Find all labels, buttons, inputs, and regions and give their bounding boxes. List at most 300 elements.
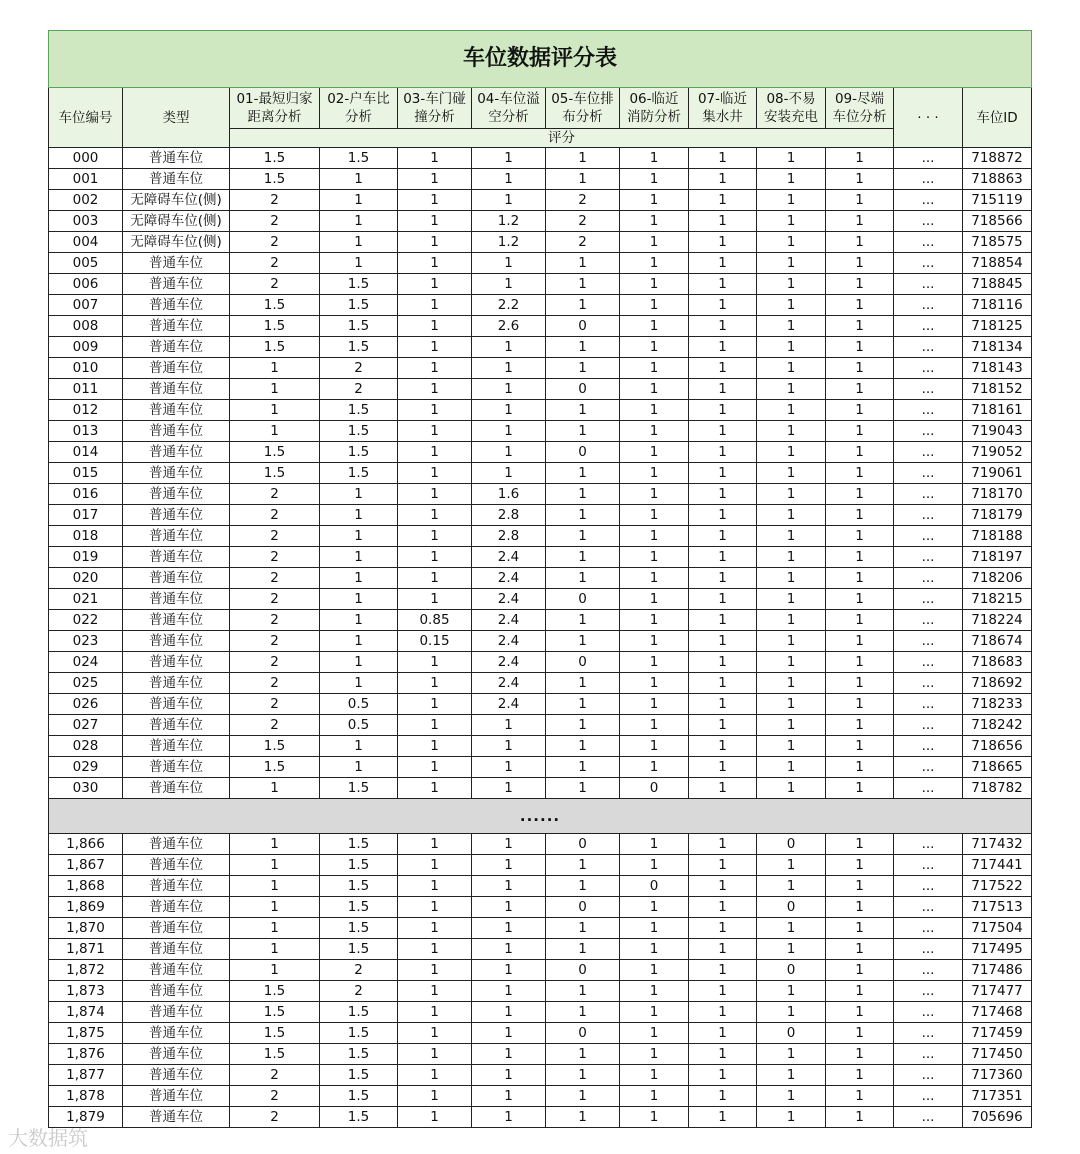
cell-more: ... — [894, 379, 963, 400]
cell-score-03: 1 — [398, 1065, 472, 1086]
cell-space-id: 717477 — [963, 981, 1032, 1002]
table-row — [49, 1086, 1032, 1107]
cell-space-id: 718863 — [963, 169, 1032, 190]
cell-score-09: 1 — [826, 897, 894, 918]
table-row — [49, 694, 1032, 715]
cell-score-08: 1 — [757, 463, 826, 484]
cell-score-04: 1 — [472, 981, 546, 1002]
cell-score-03: 1 — [398, 463, 472, 484]
cell-score-03: 1 — [398, 981, 472, 1002]
cell-score-02: 1 — [320, 652, 398, 673]
cell-score-09: 1 — [826, 421, 894, 442]
cell-more: ... — [894, 610, 963, 631]
cell-score-04: 2.4 — [472, 673, 546, 694]
cell-score-06: 1 — [620, 316, 689, 337]
header-criterion-05: 05-车位排 布分析 — [546, 88, 620, 129]
table-row — [49, 547, 1032, 568]
cell-score-08: 1 — [757, 568, 826, 589]
cell-more: ... — [894, 274, 963, 295]
table-row — [49, 274, 1032, 295]
cell-score-09: 1 — [826, 631, 894, 652]
cell-score-03: 1 — [398, 337, 472, 358]
cell-score-02: 1.5 — [320, 834, 398, 855]
cell-score-03: 1 — [398, 358, 472, 379]
cell-type: 无障碍车位(侧) — [123, 232, 230, 253]
cell-score-07: 1 — [689, 484, 757, 505]
cell-score-06: 1 — [620, 1023, 689, 1044]
cell-type: 普通车位 — [123, 715, 230, 736]
cell-score-02: 1 — [320, 757, 398, 778]
cell-score-06: 1 — [620, 918, 689, 939]
cell-space-number: 019 — [49, 547, 123, 568]
cell-score-07: 1 — [689, 1065, 757, 1086]
cell-score-09: 1 — [826, 1023, 894, 1044]
cell-score-02: 1 — [320, 232, 398, 253]
table-row — [49, 211, 1032, 232]
cell-score-04: 1 — [472, 190, 546, 211]
table-row — [49, 337, 1032, 358]
cell-space-id: 718125 — [963, 316, 1032, 337]
cell-space-number: 1,875 — [49, 1023, 123, 1044]
cell-score-04: 1 — [472, 442, 546, 463]
cell-space-number: 023 — [49, 631, 123, 652]
cell-score-02: 1.5 — [320, 400, 398, 421]
cell-score-06: 1 — [620, 190, 689, 211]
cell-space-number: 012 — [49, 400, 123, 421]
cell-score-06: 1 — [620, 463, 689, 484]
cell-space-number: 025 — [49, 673, 123, 694]
cell-score-07: 1 — [689, 1044, 757, 1065]
cell-score-04: 2.4 — [472, 631, 546, 652]
cell-score-05: 0 — [546, 834, 620, 855]
cell-score-09: 1 — [826, 358, 894, 379]
cell-score-08: 1 — [757, 876, 826, 897]
cell-space-id: 718134 — [963, 337, 1032, 358]
cell-type: 普通车位 — [123, 981, 230, 1002]
cell-space-number: 005 — [49, 253, 123, 274]
cell-more: ... — [894, 652, 963, 673]
cell-space-number: 007 — [49, 295, 123, 316]
cell-type: 普通车位 — [123, 652, 230, 673]
cell-score-06: 1 — [620, 855, 689, 876]
cell-score-08: 0 — [757, 1023, 826, 1044]
cell-space-number: 029 — [49, 757, 123, 778]
cell-score-08: 1 — [757, 547, 826, 568]
cell-score-04: 1.2 — [472, 232, 546, 253]
cell-space-id: 718215 — [963, 589, 1032, 610]
cell-more: ... — [894, 148, 963, 169]
cell-score-06: 1 — [620, 169, 689, 190]
cell-score-02: 1 — [320, 589, 398, 610]
cell-score-07: 1 — [689, 918, 757, 939]
cell-score-01: 2 — [230, 610, 320, 631]
cell-score-05: 1 — [546, 736, 620, 757]
cell-more: ... — [894, 1002, 963, 1023]
header-space-number: 车位编号 — [49, 88, 123, 148]
cell-space-number: 1,879 — [49, 1107, 123, 1128]
cell-more: ... — [894, 897, 963, 918]
cell-score-09: 1 — [826, 736, 894, 757]
cell-score-06: 1 — [620, 1086, 689, 1107]
cell-space-id: 718683 — [963, 652, 1032, 673]
cell-score-06: 1 — [620, 694, 689, 715]
table-row — [49, 960, 1032, 981]
cell-score-02: 1.5 — [320, 778, 398, 799]
header-criterion-04: 04-车位溢 空分析 — [472, 88, 546, 129]
cell-score-08: 1 — [757, 855, 826, 876]
cell-score-03: 1 — [398, 421, 472, 442]
cell-score-05: 1 — [546, 1065, 620, 1086]
cell-score-09: 1 — [826, 169, 894, 190]
cell-more: ... — [894, 673, 963, 694]
cell-score-07: 1 — [689, 1002, 757, 1023]
cell-type: 普通车位 — [123, 526, 230, 547]
cell-space-number: 015 — [49, 463, 123, 484]
cell-score-09: 1 — [826, 876, 894, 897]
cell-score-09: 1 — [826, 253, 894, 274]
cell-score-04: 1.6 — [472, 484, 546, 505]
cell-score-04: 1 — [472, 148, 546, 169]
table-row — [49, 232, 1032, 253]
header-criterion-08: 08-不易 安装充电 — [757, 88, 826, 129]
cell-score-02: 1.5 — [320, 918, 398, 939]
cell-score-04: 2.4 — [472, 652, 546, 673]
cell-score-02: 1 — [320, 253, 398, 274]
cell-type: 普通车位 — [123, 463, 230, 484]
cell-more: ... — [894, 316, 963, 337]
cell-score-03: 1 — [398, 918, 472, 939]
cell-score-07: 1 — [689, 211, 757, 232]
cell-type: 普通车位 — [123, 295, 230, 316]
cell-more: ... — [894, 400, 963, 421]
cell-space-id: 718170 — [963, 484, 1032, 505]
cell-score-01: 1 — [230, 834, 320, 855]
cell-score-03: 1 — [398, 211, 472, 232]
cell-score-05: 1 — [546, 463, 620, 484]
cell-score-03: 1 — [398, 526, 472, 547]
cell-type: 普通车位 — [123, 358, 230, 379]
cell-score-02: 1 — [320, 610, 398, 631]
cell-score-06: 1 — [620, 400, 689, 421]
cell-score-05: 0 — [546, 960, 620, 981]
cell-score-06: 1 — [620, 484, 689, 505]
cell-score-01: 1 — [230, 778, 320, 799]
header-space-id: 车位ID — [963, 88, 1032, 148]
cell-space-number: 021 — [49, 589, 123, 610]
cell-score-09: 1 — [826, 547, 894, 568]
cell-space-id: 719061 — [963, 463, 1032, 484]
cell-score-06: 1 — [620, 1065, 689, 1086]
cell-space-number: 024 — [49, 652, 123, 673]
cell-score-03: 1 — [398, 694, 472, 715]
table-row — [49, 1002, 1032, 1023]
cell-score-04: 1 — [472, 757, 546, 778]
cell-score-02: 2 — [320, 981, 398, 1002]
cell-score-02: 1.5 — [320, 1023, 398, 1044]
cell-score-08: 1 — [757, 484, 826, 505]
cell-more: ... — [894, 442, 963, 463]
cell-score-02: 1 — [320, 547, 398, 568]
cell-more: ... — [894, 505, 963, 526]
cell-score-04: 1 — [472, 778, 546, 799]
cell-score-05: 1 — [546, 400, 620, 421]
cell-score-04: 2.4 — [472, 547, 546, 568]
cell-score-07: 1 — [689, 897, 757, 918]
cell-score-07: 1 — [689, 1107, 757, 1128]
cell-score-05: 0 — [546, 897, 620, 918]
cell-score-08: 1 — [757, 295, 826, 316]
cell-score-02: 1.5 — [320, 274, 398, 295]
cell-more: ... — [894, 1065, 963, 1086]
cell-score-01: 2 — [230, 274, 320, 295]
cell-score-09: 1 — [826, 1002, 894, 1023]
cell-score-05: 1 — [546, 855, 620, 876]
cell-type: 普通车位 — [123, 631, 230, 652]
header-criterion-03: 03-车门碰 撞分析 — [398, 88, 472, 129]
cell-score-05: 1 — [546, 673, 620, 694]
cell-score-01: 2 — [230, 526, 320, 547]
cell-score-08: 1 — [757, 526, 826, 547]
cell-score-08: 1 — [757, 1107, 826, 1128]
cell-score-02: 1 — [320, 484, 398, 505]
cell-more: ... — [894, 547, 963, 568]
table-separator-row — [49, 799, 1032, 834]
cell-space-number: 009 — [49, 337, 123, 358]
cell-score-06: 1 — [620, 715, 689, 736]
cell-score-01: 2 — [230, 694, 320, 715]
cell-score-01: 1 — [230, 939, 320, 960]
cell-type: 普通车位 — [123, 834, 230, 855]
cell-score-01: 1 — [230, 897, 320, 918]
table-row — [49, 1023, 1032, 1044]
cell-space-number: 1,869 — [49, 897, 123, 918]
cell-score-03: 1 — [398, 232, 472, 253]
cell-score-07: 1 — [689, 673, 757, 694]
cell-score-09: 1 — [826, 589, 894, 610]
cell-score-04: 1 — [472, 1023, 546, 1044]
cell-score-08: 1 — [757, 211, 826, 232]
cell-score-05: 1 — [546, 1107, 620, 1128]
cell-space-id: 718161 — [963, 400, 1032, 421]
cell-space-id: 718656 — [963, 736, 1032, 757]
cell-score-01: 1 — [230, 400, 320, 421]
cell-score-07: 1 — [689, 169, 757, 190]
cell-more: ... — [894, 1086, 963, 1107]
cell-type: 普通车位 — [123, 253, 230, 274]
cell-score-02: 1.5 — [320, 939, 398, 960]
cell-score-03: 1 — [398, 939, 472, 960]
cell-score-06: 1 — [620, 568, 689, 589]
cell-more: ... — [894, 568, 963, 589]
cell-score-09: 1 — [826, 834, 894, 855]
cell-score-09: 1 — [826, 981, 894, 1002]
cell-type: 普通车位 — [123, 484, 230, 505]
cell-score-02: 1 — [320, 211, 398, 232]
cell-type: 普通车位 — [123, 876, 230, 897]
table-row — [49, 1044, 1032, 1065]
cell-score-03: 1 — [398, 295, 472, 316]
cell-score-01: 2 — [230, 1086, 320, 1107]
cell-score-08: 1 — [757, 631, 826, 652]
cell-type: 普通车位 — [123, 379, 230, 400]
cell-space-number: 030 — [49, 778, 123, 799]
table-row — [49, 463, 1032, 484]
cell-score-06: 0 — [620, 876, 689, 897]
cell-score-09: 1 — [826, 295, 894, 316]
cell-score-02: 1 — [320, 190, 398, 211]
cell-score-03: 1 — [398, 148, 472, 169]
cell-score-07: 1 — [689, 442, 757, 463]
cell-score-04: 1 — [472, 715, 546, 736]
cell-score-04: 1 — [472, 1002, 546, 1023]
cell-score-02: 1.5 — [320, 1044, 398, 1065]
cell-score-09: 1 — [826, 1044, 894, 1065]
cell-space-number: 017 — [49, 505, 123, 526]
cell-score-05: 0 — [546, 316, 620, 337]
cell-score-08: 1 — [757, 442, 826, 463]
cell-score-08: 1 — [757, 736, 826, 757]
cell-score-03: 1 — [398, 484, 472, 505]
cell-space-id: 718665 — [963, 757, 1032, 778]
cell-score-02: 1.5 — [320, 1065, 398, 1086]
cell-score-03: 1 — [398, 505, 472, 526]
header-criterion-06: 06-临近 消防分析 — [620, 88, 689, 129]
cell-score-03: 1 — [398, 652, 472, 673]
cell-space-number: 001 — [49, 169, 123, 190]
table-row — [49, 379, 1032, 400]
cell-score-03: 1 — [398, 736, 472, 757]
cell-space-id: 718179 — [963, 505, 1032, 526]
cell-score-01: 2 — [230, 568, 320, 589]
cell-score-08: 1 — [757, 148, 826, 169]
cell-type: 普通车位 — [123, 148, 230, 169]
cell-score-08: 1 — [757, 1002, 826, 1023]
table-row — [49, 316, 1032, 337]
table-row — [49, 757, 1032, 778]
cell-score-03: 1 — [398, 400, 472, 421]
cell-space-number: 004 — [49, 232, 123, 253]
cell-score-07: 1 — [689, 232, 757, 253]
cell-score-08: 1 — [757, 169, 826, 190]
cell-more: ... — [894, 631, 963, 652]
cell-more: ... — [894, 253, 963, 274]
cell-score-06: 1 — [620, 148, 689, 169]
cell-score-09: 1 — [826, 505, 894, 526]
cell-score-05: 0 — [546, 379, 620, 400]
cell-score-01: 1.5 — [230, 981, 320, 1002]
table-row — [49, 610, 1032, 631]
cell-score-06: 1 — [620, 421, 689, 442]
cell-space-number: 028 — [49, 736, 123, 757]
cell-score-04: 2.8 — [472, 505, 546, 526]
cell-space-id: 717522 — [963, 876, 1032, 897]
cell-score-08: 1 — [757, 505, 826, 526]
cell-score-05: 1 — [546, 484, 620, 505]
cell-score-01: 2 — [230, 253, 320, 274]
cell-space-id: 718116 — [963, 295, 1032, 316]
cell-score-05: 1 — [546, 253, 620, 274]
cell-space-number: 026 — [49, 694, 123, 715]
cell-score-08: 1 — [757, 939, 826, 960]
table-row — [49, 484, 1032, 505]
cell-score-05: 1 — [546, 526, 620, 547]
table-row — [49, 834, 1032, 855]
cell-score-02: 1.5 — [320, 897, 398, 918]
cell-score-02: 1 — [320, 568, 398, 589]
cell-score-01: 2 — [230, 190, 320, 211]
cell-score-03: 1 — [398, 274, 472, 295]
cell-score-01: 1.5 — [230, 1023, 320, 1044]
cell-score-02: 1 — [320, 169, 398, 190]
cell-score-05: 1 — [546, 918, 620, 939]
cell-score-06: 1 — [620, 897, 689, 918]
cell-score-04: 1 — [472, 834, 546, 855]
cell-score-09: 1 — [826, 939, 894, 960]
cell-score-06: 1 — [620, 610, 689, 631]
cell-score-01: 1.5 — [230, 316, 320, 337]
cell-score-02: 1.5 — [320, 421, 398, 442]
cell-more: ... — [894, 876, 963, 897]
cell-score-05: 2 — [546, 232, 620, 253]
cell-score-02: 1.5 — [320, 442, 398, 463]
cell-space-id: 718242 — [963, 715, 1032, 736]
cell-space-number: 003 — [49, 211, 123, 232]
table-row — [49, 715, 1032, 736]
cell-score-05: 1 — [546, 547, 620, 568]
cell-space-number: 1,872 — [49, 960, 123, 981]
cell-score-09: 1 — [826, 400, 894, 421]
cell-score-07: 1 — [689, 526, 757, 547]
cell-score-02: 1 — [320, 526, 398, 547]
cell-score-01: 1 — [230, 918, 320, 939]
cell-score-05: 0 — [546, 1023, 620, 1044]
cell-score-07: 1 — [689, 652, 757, 673]
cell-score-05: 2 — [546, 211, 620, 232]
cell-score-07: 1 — [689, 400, 757, 421]
cell-score-04: 1 — [472, 939, 546, 960]
cell-score-01: 1 — [230, 379, 320, 400]
cell-type: 普通车位 — [123, 505, 230, 526]
cell-score-04: 2.4 — [472, 610, 546, 631]
cell-space-number: 013 — [49, 421, 123, 442]
cell-score-09: 1 — [826, 1065, 894, 1086]
cell-score-02: 1.5 — [320, 316, 398, 337]
cell-score-04: 2.4 — [472, 589, 546, 610]
cell-score-04: 1 — [472, 253, 546, 274]
cell-score-08: 1 — [757, 981, 826, 1002]
cell-score-01: 2 — [230, 673, 320, 694]
cell-type: 普通车位 — [123, 960, 230, 981]
cell-score-03: 1 — [398, 897, 472, 918]
header-more-columns: · · · — [894, 88, 963, 148]
cell-score-02: 0.5 — [320, 715, 398, 736]
cell-score-01: 1.5 — [230, 442, 320, 463]
cell-score-06: 1 — [620, 652, 689, 673]
table-row — [49, 736, 1032, 757]
cell-space-number: 027 — [49, 715, 123, 736]
cell-score-08: 1 — [757, 694, 826, 715]
cell-score-01: 2 — [230, 631, 320, 652]
cell-score-06: 0 — [620, 778, 689, 799]
table-row — [49, 981, 1032, 1002]
table-row — [49, 568, 1032, 589]
cell-score-01: 1 — [230, 855, 320, 876]
cell-score-09: 1 — [826, 379, 894, 400]
cell-type: 普通车位 — [123, 421, 230, 442]
cell-score-07: 1 — [689, 855, 757, 876]
cell-space-id: 718692 — [963, 673, 1032, 694]
cell-space-id: 719052 — [963, 442, 1032, 463]
